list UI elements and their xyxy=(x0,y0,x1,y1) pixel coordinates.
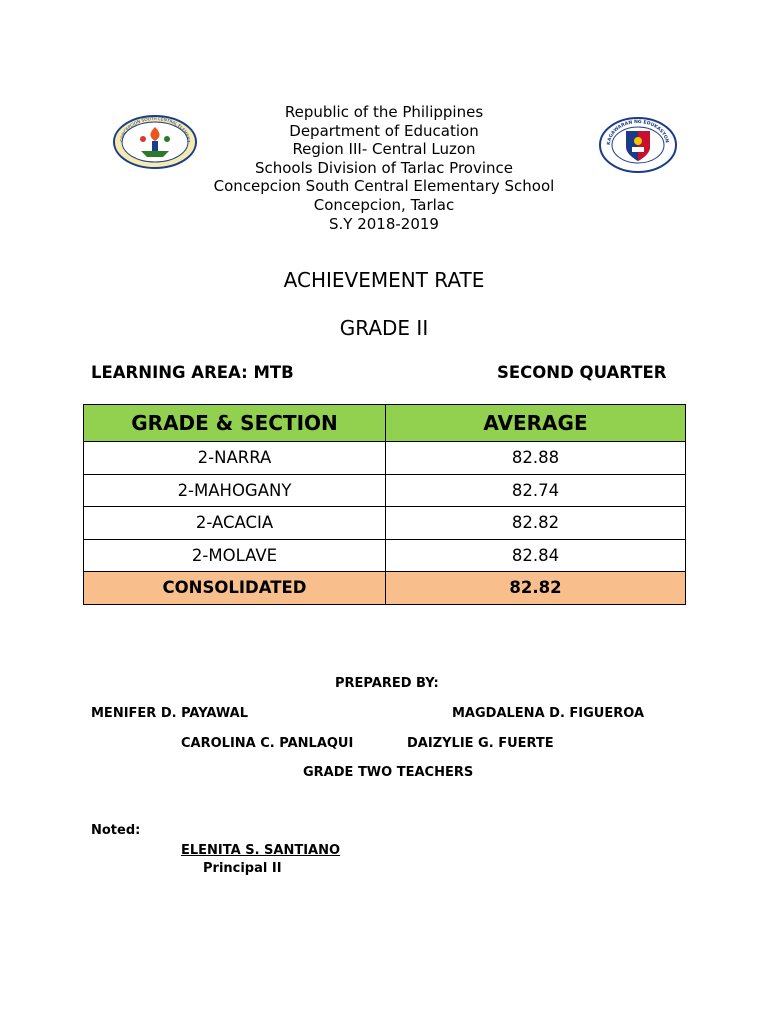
header-line-region: Region III- Central Luzon xyxy=(292,140,476,159)
column-header-section: GRADE & SECTION xyxy=(84,405,386,442)
header-line-address: Concepcion, Tarlac xyxy=(313,195,455,214)
consolidated-label-cell: CONSOLIDATED xyxy=(84,572,386,605)
section-cell: 2-MAHOGANY xyxy=(84,474,386,507)
table-row xyxy=(84,474,686,507)
average-cell: 82.82 xyxy=(386,507,686,540)
noted-label: Noted: xyxy=(91,823,141,838)
average-cell: 82.88 xyxy=(386,442,686,475)
average-cell: 82.74 xyxy=(386,474,686,507)
letterhead xyxy=(150,103,618,233)
document-title: ACHIEVEMENT RATE xyxy=(283,268,485,292)
school-seal-text: CONCEPCION SOUTH CENTRAL ELEMENT xyxy=(118,115,192,143)
column-header-average: AVERAGE xyxy=(386,405,686,442)
header-line-department: Department of Education xyxy=(289,121,479,140)
deped-seal-text: KAGAWARAN NG EDUKASYON xyxy=(606,119,669,146)
average-cell: 82.84 xyxy=(386,539,686,572)
header-line-republic: Republic of the Philippines xyxy=(284,103,484,121)
learning-area-label: LEARNING AREA: MTB xyxy=(91,363,294,382)
teacher-name-1: MENIFER D. PAYAWAL xyxy=(91,706,248,721)
table-header-row xyxy=(84,405,686,442)
teacher-name-3: CAROLINA C. PANLAQUI xyxy=(181,736,354,751)
grade-title: GRADE II xyxy=(339,316,429,340)
header-line-division: Schools Division of Tarlac Province xyxy=(254,158,514,177)
principal-name: ELENITA S. SANTIANO xyxy=(181,843,341,858)
quarter-label: SECOND QUARTER xyxy=(497,363,667,382)
table-row xyxy=(84,442,686,475)
section-cell: 2-NARRA xyxy=(84,442,386,475)
prepared-by-label: PREPARED BY: xyxy=(335,676,439,691)
table-row xyxy=(84,539,686,572)
teacher-name-4: DAIZYLIE G. FUERTE xyxy=(407,736,554,751)
consolidated-row xyxy=(84,572,686,605)
consolidated-average-cell: 82.82 xyxy=(386,572,686,605)
achievement-table xyxy=(83,404,686,605)
header-line-school-year: S.Y 2018-2019 xyxy=(329,214,439,233)
teacher-name-2: MAGDALENA D. FIGUEROA xyxy=(452,706,645,721)
section-cell: 2-ACACIA xyxy=(84,507,386,540)
principal-title: Principal II xyxy=(203,861,282,876)
table-row xyxy=(84,507,686,540)
section-cell: 2-MOLAVE xyxy=(84,539,386,572)
header-line-school: Concepcion South Central Elementary School xyxy=(213,177,555,196)
teachers-role: GRADE TWO TEACHERS xyxy=(303,765,474,780)
